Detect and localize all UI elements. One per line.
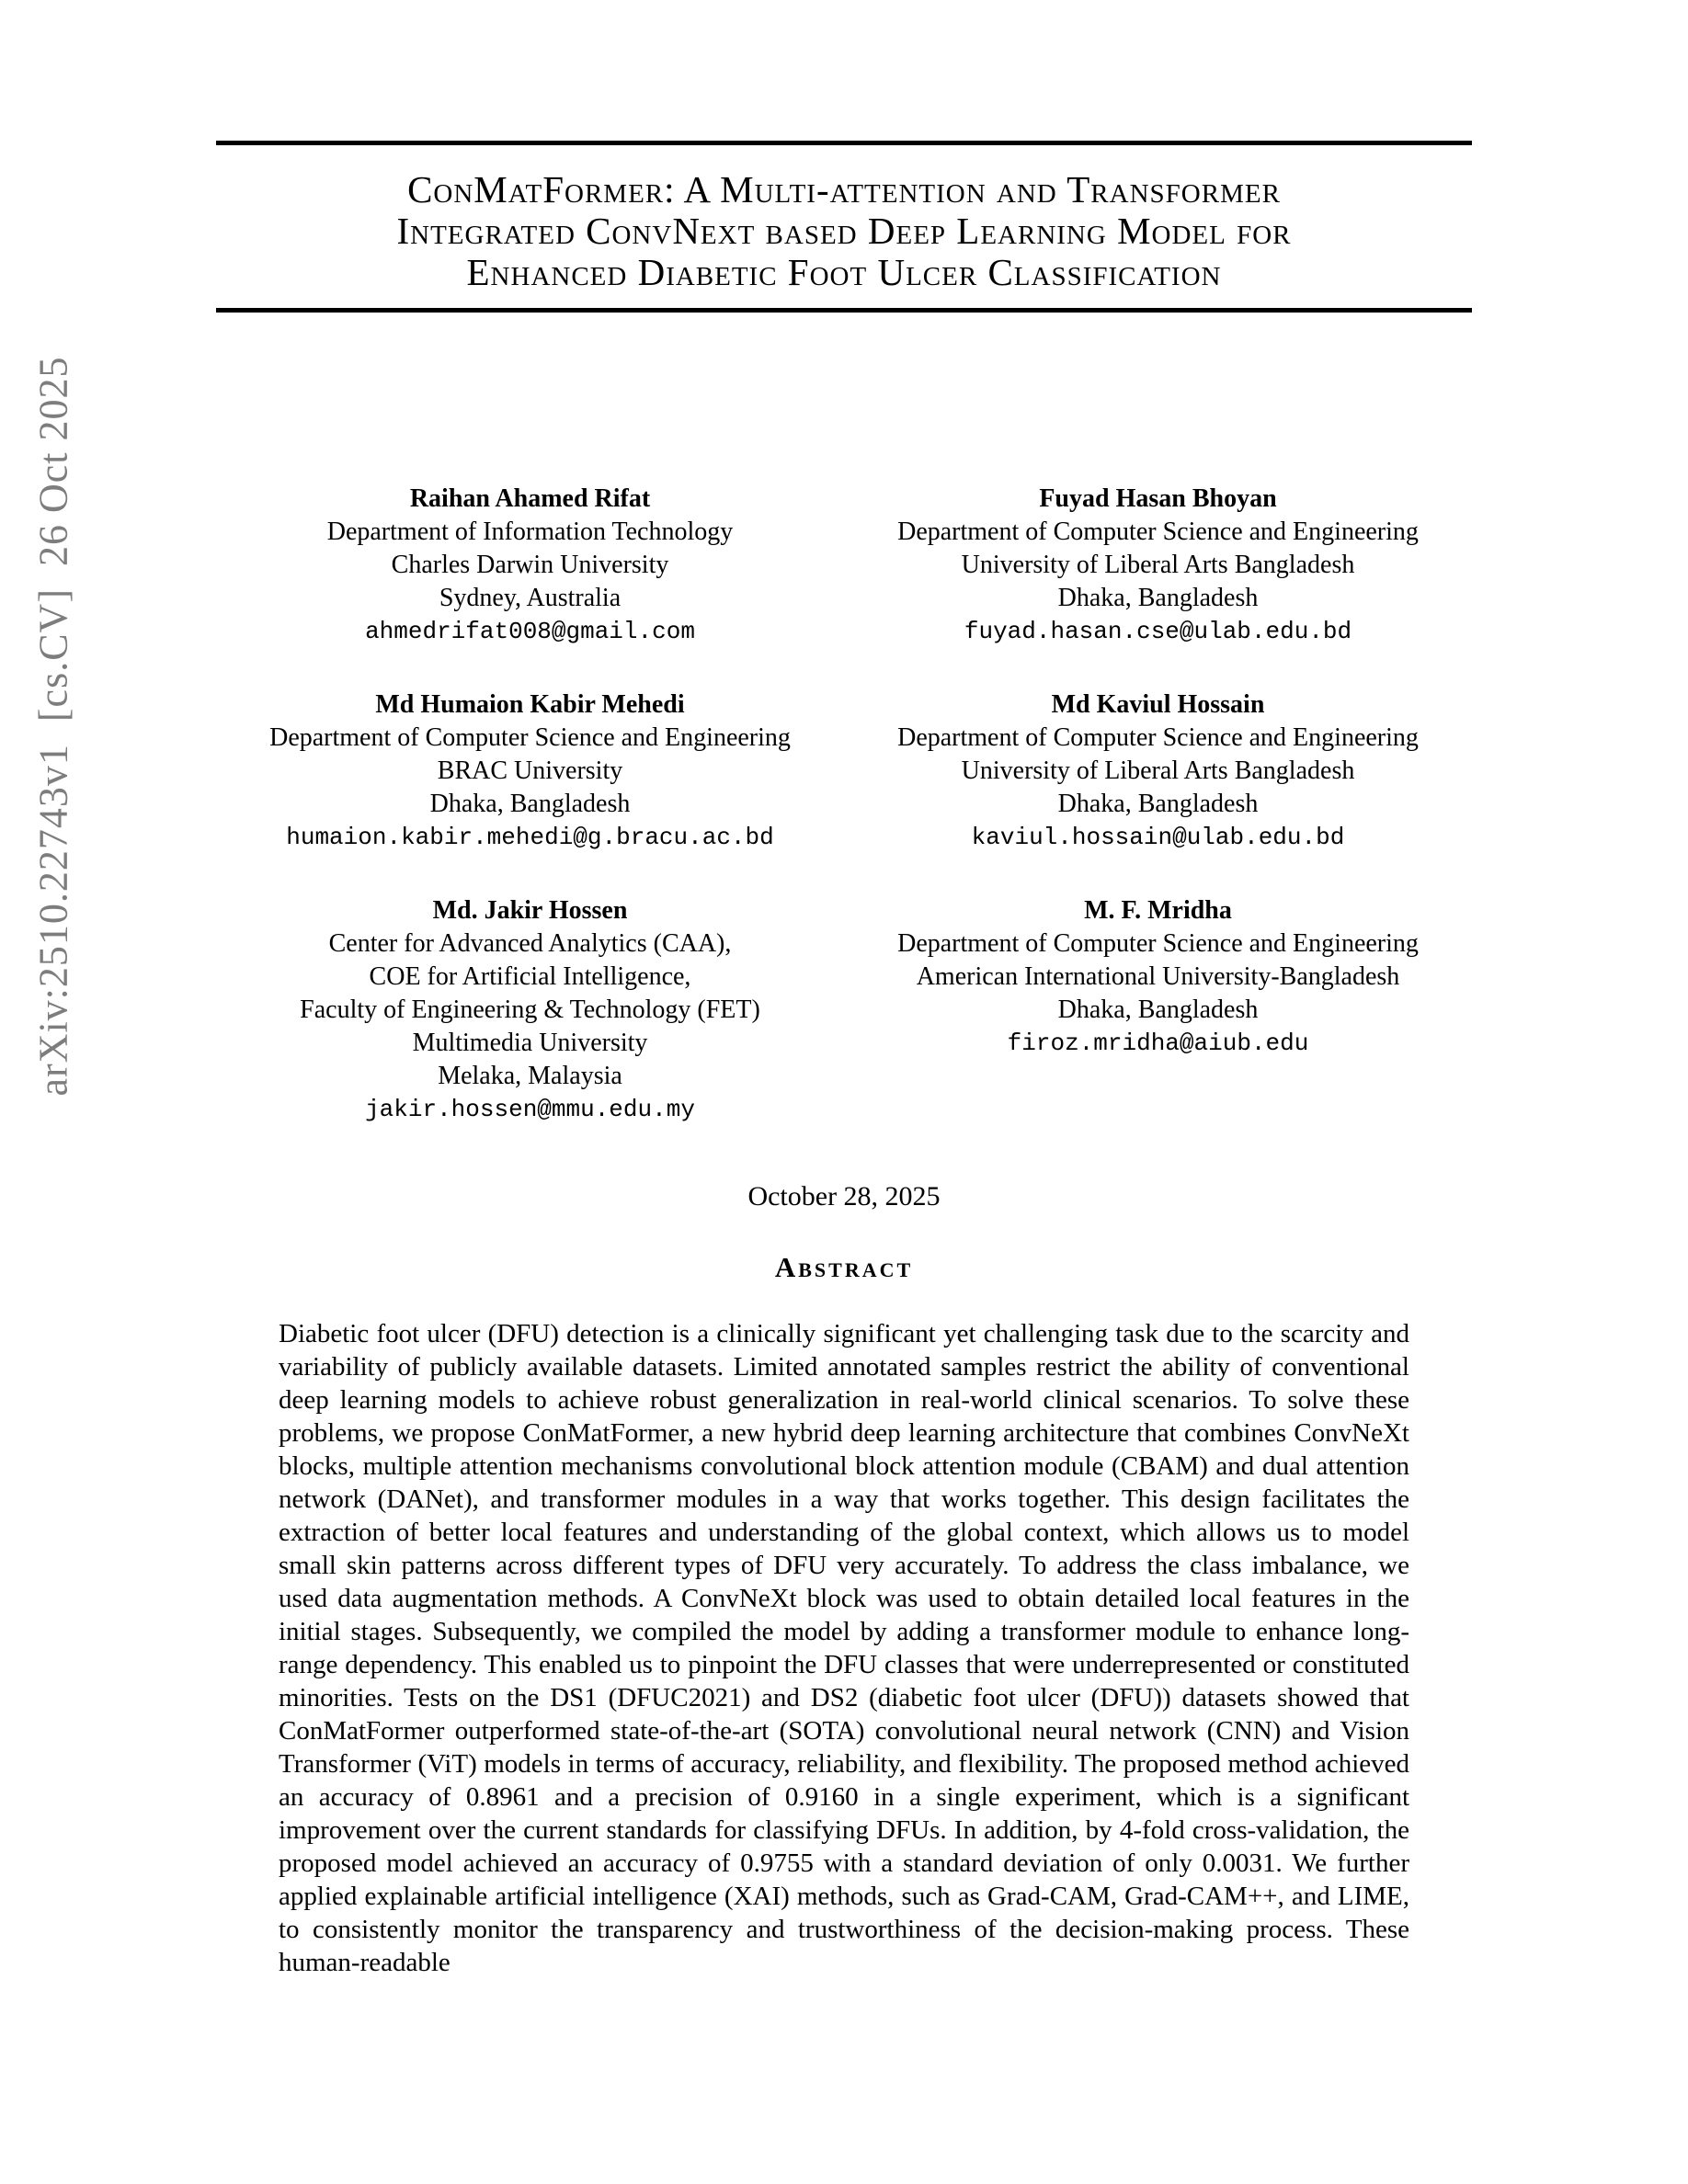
author-email: ahmedrifat008@gmail.com [365, 618, 695, 645]
author-affiliation-line: Dhaka, Bangladesh [1057, 790, 1259, 818]
author-email: firoz.mridha@aiub.edu [1007, 1029, 1309, 1057]
author-affiliation-line: Department of Computer Science and Engineering [897, 929, 1419, 958]
author-name: Raihan Ahamed Rifat [409, 484, 651, 513]
arxiv-watermark: arXiv:2510.22743v1 [cs.CV] 26 Oct 2025 [30, 356, 76, 1097]
title-line: Enhanced Diabetic Foot Ulcer Classification [466, 251, 1222, 293]
author-affiliation-line: University of Liberal Arts Bangladesh [961, 551, 1355, 579]
author-name: Fuyad Hasan Bhoyan [1039, 484, 1277, 513]
title-line: ConMatFormer: A Multi-attention and Transformer [407, 168, 1281, 210]
author-affiliation-line: University of Liberal Arts Bangladesh [961, 756, 1355, 785]
author-block [216, 483, 844, 648]
author-affiliation-line: Center for Advanced Analytics (CAA), [328, 929, 732, 958]
author-affiliation-line: Charles Darwin University [391, 551, 669, 579]
abstract-heading: Abstract [774, 1251, 914, 1283]
author-affiliation-line: Dhaka, Bangladesh [429, 790, 631, 818]
author-name: Md Humaion Kabir Mehedi [375, 690, 685, 719]
author-affiliation-line: Sydney, Australia [439, 584, 622, 612]
paper-date: October 28, 2025 [747, 1181, 941, 1211]
paper-title [216, 169, 1472, 293]
title-rule-top [216, 141, 1472, 145]
author-name: Md Kaviul Hossain [1051, 690, 1265, 719]
author-affiliation-line: Faculty of Engineering & Technology (FET) [300, 995, 760, 1024]
author-email: kaviul.hossain@ulab.edu.bd [971, 824, 1345, 851]
author-block [844, 688, 1472, 854]
author-affiliation-line: Melaka, Malaysia [438, 1062, 622, 1090]
author-name: Md. Jakir Hossen [432, 896, 628, 925]
author-affiliation-line: Dhaka, Bangladesh [1057, 584, 1259, 612]
title-rule-bottom [216, 308, 1472, 313]
author-grid [216, 483, 1472, 1126]
author-email: humaion.kabir.mehedi@g.bracu.ac.bd [286, 824, 774, 851]
paper-page [216, 0, 1472, 1979]
author-email: fuyad.hasan.cse@ulab.edu.bd [964, 618, 1352, 645]
author-affiliation-line: Multimedia University [412, 1029, 648, 1057]
author-block [844, 483, 1472, 648]
author-email: jakir.hossen@mmu.edu.my [365, 1096, 695, 1123]
author-name: M. F. Mridha [1084, 896, 1232, 925]
title-line: Integrated ConvNext based Deep Learning Model for [396, 210, 1292, 252]
author-affiliation-line: Department of Information Technology [326, 518, 734, 546]
author-block [216, 894, 844, 1126]
abstract-text: Diabetic foot ulcer (DFU) detection is a clinically significant yet challenging task due to the scarcity and variability of publicly available datasets. Limited annotated samples restrict the ability of conventional deep learning models to achieve robust generalization in real-world clinical scenarios. To solve these problems, we propose ConMatFormer, a new hybrid deep learning architecture that combines ConvNeXt blocks, multiple attention mechanisms convolutional block attention module (CBAM) and dual attention network (DANet), and transformer modules in a way that works together. This design facilitates the extraction of better local features and understanding of the global context, which allows us to model small skin patterns across different types of DFU very accurately. To address the class imbalance, we used data augmentation methods. A ConvNeXt block was used to obtain detailed local features in the initial stages. Subsequently, we compiled the model by adding a transformer module to enhance long-range dependency. This enabled us to pinpoint the DFU classes that were underrepresented or constituted minorities. Tests on the DS1 (DFUC2021) and DS2 (diabetic foot ulcer (DFU)) datasets showed that ConMatFormer outperformed state-of-the-art (SOTA) convolutional neural network (CNN) and Vision Transformer (ViT) models in terms of accuracy, reliability, and flexibility. The proposed method achieved an accuracy of 0.8961 and a precision of 0.9160 in a single experiment, which is a significant improvement over the current standards for classifying DFUs. In addition, by 4-fold cross-validation, the proposed model achieved an accuracy of 0.9755 with a standard deviation of only 0.0031. We further applied explainable artificial intelligence (XAI) methods, such as Grad-CAM, Grad-CAM++, and LIME, to consistently monitor the transparency and trustworthiness of the decision-making process. These human-readable [279, 1319, 1409, 1977]
author-affiliation-line: Department of Computer Science and Engineering [269, 723, 791, 752]
author-block [216, 688, 844, 854]
author-affiliation-line: Department of Computer Science and Engineering [897, 723, 1419, 752]
author-affiliation-line: BRAC University [437, 756, 623, 785]
author-affiliation-line: American International University-Bangladesh [916, 962, 1400, 991]
author-affiliation-line: Dhaka, Bangladesh [1057, 995, 1259, 1024]
author-block [844, 894, 1472, 1060]
author-affiliation-line: COE for Artificial Intelligence, [369, 962, 691, 991]
author-affiliation-line: Department of Computer Science and Engineering [897, 518, 1419, 546]
